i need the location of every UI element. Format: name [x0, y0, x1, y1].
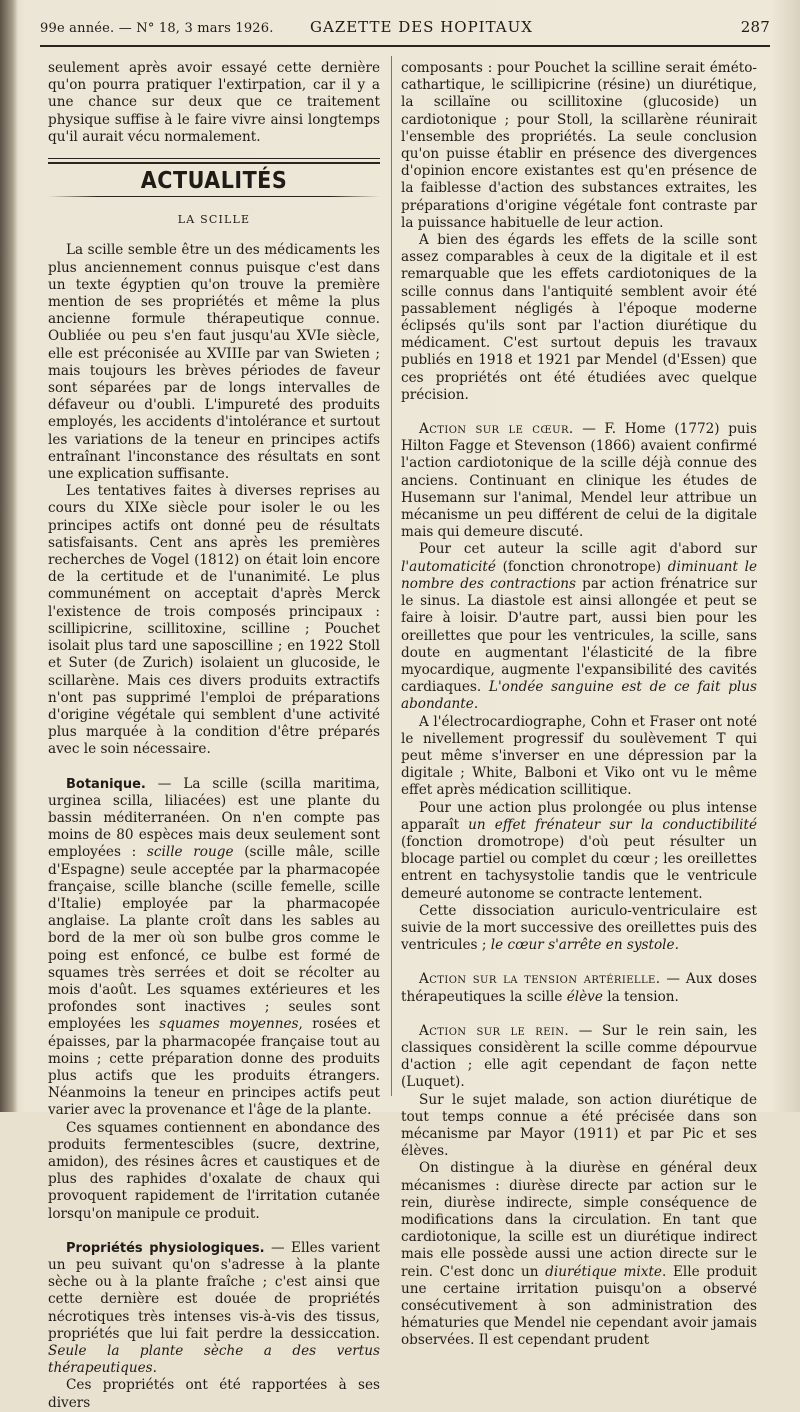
section-heading: Botanique.: [66, 776, 146, 792]
page-binding-edge: [0, 0, 18, 1112]
paragraph: Ces propriétés ont été rapportées à ses divers: [48, 1377, 380, 1411]
continued-paragraph: seulement après avoir essayé cette dernière qu'on pourra pratiquer l'extirpation, car il y a une chance sur deux que ce traitement physique suffise à le faire vivre ainsi longtemps qu'il aurait vécu normalement.: [48, 60, 380, 145]
column-divider: [391, 56, 392, 1096]
page-number: 287: [740, 18, 770, 36]
rubric-rule: [48, 196, 380, 197]
page-header: [40, 18, 770, 42]
right-column: [401, 60, 757, 1350]
section-heading: Action sur le rein.: [419, 1022, 570, 1039]
paragraph: Cette dissociation auriculo-ventriculaire est suivie de la mort successive des oreillettes puis des ventricules ; le cœur s'arrête en systole.: [401, 902, 757, 954]
paragraph: On distingue à la diurèse en général deux mécanismes : diurèse directe par action sur le rein, diurèse indirecte, simple conséquence de modifications dans la circulation. En tant que cardiotonique, la scille est un diurétique indirect mais elle possède aussi une action directe sur le rein. C'est donc un diurétique mixte. Elle produit une certaine irritation puisqu'on a observé consécutivement à son administration des hématuries que Mendel nie cependant avoir jamais observées. Il est cependant prudent: [401, 1160, 757, 1349]
rubric-title: ACTUALITÉS: [140, 168, 288, 195]
section-heading: Action sur le cœur.: [419, 421, 574, 438]
header-rule: [40, 45, 770, 47]
issue-info: 99e année. — N° 18, 3 mars 1926.: [40, 21, 274, 36]
journal-title: GAZETTE DES HOPITAUX: [310, 18, 533, 36]
paragraph: A l'électrocardiographe, Cohn et Fraser ont noté le nivellement progressif du soulèvement T qui peut même s'inverser en une dépression par la digitale ; White, Balboni et Viko ont vu le même effet après médication scillitique.: [401, 713, 757, 799]
paragraph-physiologie: Propriétés physiologiques. — Elles varient un peu suivant qu'on s'adresse à la plante sèche ou à la plante fraîche ; c'est ainsi que cette dernière est douée de propriétés nécrotiques très intenses vis-à-vis des tissus, propriétés que lui fait perdre la dessiccation. Seule la plante sèche a des vertus thérapeutiques.: [48, 1239, 380, 1377]
section-heading: Action sur la tension artérielle.: [419, 971, 661, 988]
paragraph-coeur: Action sur le cœur. — F. Home (1772) puis Hilton Fagge et Stevenson (1866) avaient confirmé l'action cardiotonique de la scille déjà connue des anciens. Continuant en clinique les études de Husemann sur l'animal, Mendel leur attribue un mécanisme un peu différent de celui de la digitale mais qui demeure discuté.: [401, 421, 757, 541]
paragraph: Pour cet auteur la scille agit d'abord sur l'automaticité (fonction chronotrope) diminuant le nombre des contractions par action frénatrice sur le sinus. La diastole est ainsi allongée et peut se faire à loisir. D'autre part, aussi bien pour les oreillettes que pour les ventricules, la scille, sans doute en augmentant l'élasticité de la fibre myocardique, augmente l'expansibilité des cavités cardiaques. L'ondée sanguine est de ce fait plus abondante.: [401, 541, 757, 713]
left-column: [48, 60, 380, 1412]
paragraph: Les tentatives faites à diverses reprises au cours du XIXe siècle pour isoler le ou les principes actifs ont donné peu de résultats satisfaisants. Cent ans après les premières recherches de Vogel (1812) on était loin encore de la certitude et de l'unanimité. Le plus communément on acceptait d'après Merck l'existence de trois composés principaux : scillipicrine, scillitoxine, scilline ; Pouchet isolait plus tard une saposcilline ; en 1922 Stoll et Suter (de Zurich) isolaient un glucoside, le scillarène. Mais ces divers produits extractifs n'ont pas supprimé l'emploi de préparations d'origine végétale qui semblent d'une activité plus marquée à la condition d'être préparés avec le soin nécessaire.: [48, 483, 380, 758]
article-subtitle: LA SCILLE: [177, 213, 251, 227]
paragraph-botanique: Botanique. — La scille (scilla maritima, urginea scilla, liliacées) est une plante du bassin méditerranéen. On n'en compte pas moins de 80 espèces mais deux seulement sont employées : scille rouge (scille mâle, scille d'Espagne) seule acceptée par la pharmacopée française, scille blanche (scille femelle, scille d'Italie) employée par la pharmacopée anglaise. La plante croît dans les sables au bord de la mer où son bulbe gros comme le poing est enfoncé, ce bulbe est formé de squames très serrées et doit se récolter au mois d'août. Les squames extérieures et les profondes sont inactives ; seules sont employées les squames moyennes, rosées et épaisses, par la pharmacopée française tout au moins ; cette préparation donne des produits plus actifs que les produits étrangers. Néanmoins la teneur en principes actifs peut varier avec la provenance et l'âge de la plante.: [48, 775, 380, 1119]
paragraph: Pour une action plus prolongée ou plus intense apparaît un effet frénateur sur la conductibilité (fonction dromotrope) d'où peut résulter un blocage partiel ou complet du cœur ; les oreillettes entrent en tachysystolie tandis que le ventricule demeuré autonome se contracte lentement.: [401, 799, 757, 902]
paragraph-rein: Action sur le rein. — Sur le rein sain, les classiques considèrent la scille comme dépourvue d'action ; elle agit cependant de façon nette (Luquet).: [401, 1022, 758, 1091]
paragraph: Sur le sujet malade, son action diurétique de tout temps connue a été précisée dans son mécanisme par Mayor (1911) et par Pic et ses élèves.: [401, 1091, 757, 1160]
paragraph: A bien des égards les effets de la scille sont assez comparables à ceux de la digitale et il est remarquable que les effets cardiotoniques de la scille connus dans l'antiquité semblent avoir été passablement négligés à l'époque moderne éclipsés qu'ils sont par l'action diurétique du médicament. C'est surtout depuis les travaux publiés en 1918 et 1921 par Mendel (d'Essen) que ces propriétés ont été étudiées avec quelque précision.: [401, 232, 757, 403]
paragraph: Ces squames contiennent en abondance des produits fermentescibles (sucre, dextrine, amidon), des résines âcres et caustiques et de plus des raphides d'oxalate de chaux qui provoquent rapidement de l'irritation cutanée lorsqu'on manipule ce produit.: [48, 1119, 380, 1222]
section-rules: [48, 158, 380, 164]
paragraph: La scille semble être un des médicaments les plus anciennement connus puisque c'est dans un texte égyptien qu'on trouve la première mention de ses propriétés et même la plus ancienne formule thérapeutique connue. Oubliée ou peu s'en faut jusqu'au XVIe siècle, elle est préconisée au XVIIIe par van Swieten ; mais toujours les brèves périodes de faveur sont séparées par de longs intervalles de défaveur ou d'oubli. L'impureté des produits employés, les accidents d'intolérance et surtout les variations de la teneur en principes actifs entraînant l'inconstance des résultats en sont une explication suffisante.: [48, 242, 380, 483]
continued-paragraph: composants : pour Pouchet la scilline serait éméto-cathartique, le scillipicrine (résine) un diurétique, la scillaïne ou scillitoxine (glucoside) un cardiotonique ; pour Stoll, la scillarène réunirait l'ensemble des propriétés. La seule conclusion qu'on puisse établir en présence des divergences d'opinion encore existantes est qu'en présence de la faiblesse d'action des substances extraites, les préparations d'origine végétale font contraste par la puissance habituelle de leur action.: [401, 60, 757, 231]
section-heading: Propriétés physiologiques.: [66, 1240, 265, 1256]
paragraph-tension: Action sur la tension artérielle. — Aux doses thérapeutiques la scille élève la tension.: [401, 971, 757, 1005]
